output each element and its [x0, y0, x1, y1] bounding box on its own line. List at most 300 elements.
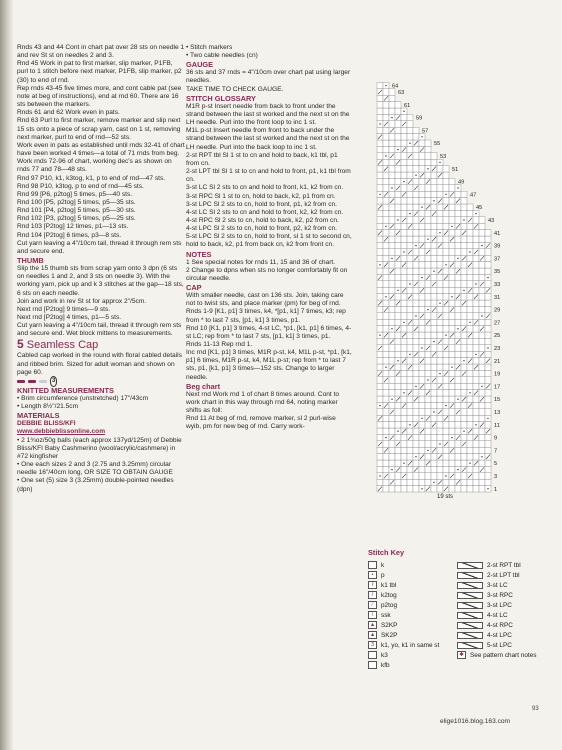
chart-cell [473, 217, 479, 223]
chart-cell [467, 268, 473, 274]
chart-cell [383, 422, 389, 428]
chart-cell [377, 153, 383, 159]
stitch-key-item [457, 590, 538, 600]
chart-cell [437, 274, 443, 280]
chart-row-label: 45 [476, 205, 483, 212]
chart-cell [467, 396, 473, 402]
stitch-key-item [368, 560, 449, 570]
chart-stitch-mark [409, 143, 410, 144]
measurement-item: • Brim circumference (unstretched) 17"/43cm [17, 394, 149, 402]
chart-row-label: 47 [470, 192, 477, 199]
chart-cell [401, 140, 407, 146]
chart-cell [467, 454, 473, 460]
chart-cell [449, 185, 455, 191]
chart-cell [467, 204, 473, 210]
chart-cell [407, 262, 413, 268]
chart-cell [389, 306, 395, 312]
chart-cell [425, 383, 431, 389]
stitch-symbol-icon: / [368, 591, 377, 599]
instruction-text: Work even in pats as established until rnds 32-41 of chart have been worked 4 times—a total of 71 rnds from beg. [17, 141, 185, 158]
brand-link[interactable]: www.debbieblissonline.com [17, 428, 106, 436]
chart-cell [419, 447, 425, 453]
chart-cell [449, 415, 455, 421]
chart-cell [389, 287, 395, 293]
chart-stitch-mark [433, 341, 434, 342]
chart-cell [437, 466, 443, 472]
chart-cell [407, 345, 413, 351]
chart-cell [485, 306, 491, 312]
chart-cell [401, 185, 407, 191]
chart-stitch-mark [421, 347, 422, 348]
chart-cell [455, 441, 461, 447]
stitch-symbol-icon: ℓ [368, 581, 377, 589]
measurement-item: • Length 8½"/21.5cm [17, 403, 79, 411]
chart-cell [383, 198, 389, 204]
chart-cell [395, 281, 401, 287]
chart-stitch-mark [409, 283, 410, 284]
chart-cell [395, 415, 401, 421]
chart-cell [449, 358, 455, 364]
chart-cell [377, 358, 383, 364]
chart-cell [389, 422, 395, 428]
chart-cell [437, 358, 443, 364]
stitch-key-label: k1, yo, k1 in same st [381, 641, 440, 649]
chart-cell [389, 146, 395, 152]
glossary-entry: 2-st RPT tbl Sl 1 st to cn and hold to back, k1 tbl, p1 from cn. [186, 151, 338, 167]
chart-cell [395, 313, 401, 319]
chart-cell [425, 217, 431, 223]
chart-cell [377, 198, 383, 204]
chart-cell [383, 114, 389, 120]
chart-cell [455, 460, 461, 466]
chart-cell [431, 255, 437, 261]
chart-cell [479, 332, 485, 338]
chart-stitch-mark [475, 283, 476, 284]
chart-cell [425, 159, 431, 165]
chart-stitch-mark [415, 245, 416, 246]
glossary-entry: 5-st LPC Sl 2 sts to cn, hold to front, sl 1 st to second cn, hold to back, k2, p1 from back cn, k2 from front cn. [186, 233, 352, 249]
chart-cell [485, 390, 491, 396]
chart-cell [425, 300, 431, 306]
chart-cell [413, 153, 419, 159]
chart-cell [467, 313, 473, 319]
chart-cell [431, 223, 437, 229]
chart-stitch-mark [421, 136, 422, 137]
chart-cell [443, 185, 449, 191]
chart-stitch-mark [391, 399, 392, 400]
chart-cell [389, 191, 395, 197]
chart-cell [425, 313, 431, 319]
chart-cell [443, 383, 449, 389]
chart-cell [479, 262, 485, 268]
chart-stitch-mark [487, 347, 488, 348]
chart-cell [437, 319, 443, 325]
chart-stitch-mark [421, 277, 422, 278]
chart-cell [425, 434, 431, 440]
chart-cell [407, 217, 413, 223]
chart-cell [443, 422, 449, 428]
stitch-symbol-icon [368, 651, 377, 659]
chart-cell [473, 479, 479, 485]
material-item: • One set (5) size 3 (3.25mm) double-pointed needles (dpn) [17, 477, 174, 493]
chart-cell [431, 358, 437, 364]
chart-cell [407, 402, 413, 408]
chart-cell [377, 172, 383, 178]
chart-stitch-mark [385, 296, 386, 297]
instruction-text: Rnd 100 [P5, p2tog] 5 times, p5—35 sts. [17, 198, 136, 206]
chart-cell [467, 294, 473, 300]
chart-cell [389, 108, 395, 114]
chart-cell [419, 402, 425, 408]
chart-cell [467, 466, 473, 472]
chart-cell [443, 364, 449, 370]
instruction-text: Rnds 1-9 [K1, p1] 3 times, k4, *[p1, k1] 7 times, k3; rep from * to last 7 sts, [p1, k1] 3 times, p1. [186, 308, 346, 324]
chart-cell [413, 268, 419, 274]
chart-cell [449, 409, 455, 415]
chart-row-label: 31 [494, 294, 501, 301]
chart-cell [473, 370, 479, 376]
chart-cell [467, 486, 473, 492]
chart-cell [431, 300, 437, 306]
chart-cell [389, 319, 395, 325]
chart-cell [413, 204, 419, 210]
chart-cell [431, 460, 437, 466]
chart-stitch-mark [403, 251, 404, 252]
chart-cell [389, 383, 395, 389]
chart-cell [455, 370, 461, 376]
stitch-symbol-icon [457, 562, 483, 569]
chart-cell [461, 338, 467, 344]
chart-cell [395, 108, 401, 114]
chart-cell [407, 274, 413, 280]
chart-cell [419, 364, 425, 370]
chart-stitch-mark [409, 424, 410, 425]
chart-cell [401, 230, 407, 236]
chart-cell [449, 486, 455, 492]
chart-cell [473, 396, 479, 402]
chart-cell [419, 236, 425, 242]
chart-cell [455, 447, 461, 453]
chart-cell [443, 466, 449, 472]
instruction-text: Inc rnd [K1, p1] 3 times, M1R p-st, k4, M1L p-st, *p1, [k1, p1] 6 times, M1R p-st, k4, M1L p-st; rep from * to last 7 sts, p1, [k1, p1] 3 times—152 sts. Change to larger needle. [186, 349, 352, 381]
chart-cell [413, 364, 419, 370]
chart-cell [485, 377, 491, 383]
chart-cell [419, 210, 425, 216]
chart-cell [413, 300, 419, 306]
chart-stitch-mark [445, 335, 446, 336]
stitch-key-item [368, 580, 449, 590]
chart-cell [467, 415, 473, 421]
chart-cell [413, 127, 419, 133]
chart-cell [377, 319, 383, 325]
chart-cell [407, 377, 413, 383]
chart-cell [389, 351, 395, 357]
chart-cell [425, 364, 431, 370]
glossary-entry: 4-st LPC Sl 2 sts to cn, hold to front, p2, k2 from cn. [186, 225, 337, 233]
chart-cell [485, 473, 491, 479]
chart-cell [407, 198, 413, 204]
chart-cell [401, 434, 407, 440]
chart-stitch-mark [433, 271, 434, 272]
chart-stitch-mark [469, 463, 470, 464]
chart-cell [461, 383, 467, 389]
chart-cell [449, 217, 455, 223]
chart-cell [377, 396, 383, 402]
chart-cell [479, 428, 485, 434]
instruction-text: Next rnd [P2tog] 9 times—9 sts. [17, 305, 111, 313]
chart-cell [401, 377, 407, 383]
chart-cell [461, 274, 467, 280]
chart-cell [407, 268, 413, 274]
chart-stitch-mark [481, 315, 482, 316]
chart-cell [437, 364, 443, 370]
subheading-beg-chart: Beg chart [186, 381, 221, 391]
chart-stitch-mark [433, 200, 434, 201]
chart-cell [449, 287, 455, 293]
chart-cell [377, 281, 383, 287]
glossary-entry: 3-st LC Sl 2 sts to cn and hold to front, k1, k2 from cn. [186, 184, 344, 192]
chart-cell [485, 409, 491, 415]
chart-stitch-mark [445, 194, 446, 195]
chart-cell [407, 121, 413, 127]
chart-cell [479, 473, 485, 479]
chart-cell [377, 146, 383, 152]
chart-cell [437, 326, 443, 332]
chart-cell [485, 230, 491, 236]
chart-cell [461, 262, 467, 268]
chart-cell [389, 140, 395, 146]
chart-cell [455, 332, 461, 338]
chart-cell [437, 249, 443, 255]
chart-cell [395, 306, 401, 312]
stitch-key-label: 3-st RPC [487, 591, 513, 599]
chart-cell [455, 415, 461, 421]
chart-cell [413, 447, 419, 453]
chart-cell [485, 338, 491, 344]
chart-cell [485, 294, 491, 300]
chart-row-label: 11 [494, 422, 500, 429]
chart-cell [389, 281, 395, 287]
chart-row-label: 3 [494, 474, 498, 480]
chart-cell [485, 268, 491, 274]
chart-cell [443, 281, 449, 287]
chart-stitch-mark [475, 424, 476, 425]
chart-stitch-mark [427, 239, 428, 240]
chart-stitch-mark [403, 181, 404, 182]
chart-cell [461, 319, 467, 325]
chart-cell [485, 236, 491, 242]
chart-cell [389, 102, 395, 108]
chart-row-label: 61 [404, 102, 411, 109]
chart-cell [461, 473, 467, 479]
chart-cell [395, 223, 401, 229]
chart-cell [443, 409, 449, 415]
chart-cell [479, 274, 485, 280]
chart-cell [419, 294, 425, 300]
chart-stitch-mark [385, 155, 386, 156]
chart-cell [383, 345, 389, 351]
chart-stitch-mark [445, 264, 446, 265]
stitch-key-label: k [381, 561, 385, 569]
chart-cell [383, 460, 389, 466]
chart-cell [383, 454, 389, 460]
chart-cell [413, 428, 419, 434]
chart-cell [461, 313, 467, 319]
chart-cell [443, 178, 449, 184]
chart-stitch-mark [421, 488, 422, 489]
chart-cell [461, 249, 467, 255]
chart-cell [425, 262, 431, 268]
chart-cell [419, 390, 425, 396]
chart-cell [455, 236, 461, 242]
stitch-key-item [368, 640, 449, 650]
stitch-symbol-icon: ✱ [457, 651, 466, 659]
middle-column [186, 44, 352, 432]
chart-cell [419, 479, 425, 485]
chart-cell [473, 262, 479, 268]
chart-cell [401, 338, 407, 344]
chart-cell [377, 185, 383, 191]
chart-cell [443, 242, 449, 248]
chart-cell [401, 351, 407, 357]
stitch-key-grid [368, 560, 538, 670]
chart-cell [425, 428, 431, 434]
chart-row-label: 27 [494, 320, 501, 327]
chart-stitch-mark [451, 226, 452, 227]
chart-stitch-mark [421, 207, 422, 208]
chart-cell [455, 217, 461, 223]
chart-row-label: 23 [494, 346, 501, 352]
chart-cell [479, 338, 485, 344]
chart-stitch-mark [463, 360, 464, 361]
chart-cell [389, 166, 395, 172]
chart-cell [431, 178, 437, 184]
chart-cell [479, 306, 485, 312]
stitch-key-label: k1 tbl [381, 581, 397, 589]
chart-cell [437, 281, 443, 287]
chart-cell [383, 313, 389, 319]
instruction-text: Rep rnds 43-45 five times more, and cont cable pat (see note at beg of instructions), end at rnd 60. There are 16 sts between the markers. [17, 84, 182, 109]
chart-cell [395, 121, 401, 127]
chart-cell [413, 306, 419, 312]
chart-row-label: 19 [494, 371, 501, 378]
chart-cell [437, 166, 443, 172]
chart-cell [413, 236, 419, 242]
chart-cell [449, 198, 455, 204]
chart-row-label: 15 [494, 397, 501, 404]
chart-cell [473, 306, 479, 312]
chart-cell [419, 351, 425, 357]
chart-row-label: 1 [494, 486, 498, 493]
chart-cell [437, 428, 443, 434]
chart-cell [461, 198, 467, 204]
chart-cell [407, 114, 413, 120]
chart-stitch-mark [415, 456, 416, 457]
stitch-key-item [457, 560, 538, 570]
chart-cell [407, 255, 413, 261]
chart-cell [419, 223, 425, 229]
stitch-key-item [457, 640, 538, 650]
chart-cell [437, 460, 443, 466]
chart-cell [383, 210, 389, 216]
stitch-key-label: ssk [381, 611, 391, 619]
chart-cell [479, 345, 485, 351]
chart-cell [479, 287, 485, 293]
chart-cell [449, 268, 455, 274]
chart-row-label: 63 [398, 90, 405, 96]
chart-cell [455, 351, 461, 357]
chart-cell [401, 159, 407, 165]
chart-stitch-mark [481, 386, 482, 387]
chart-cell [413, 198, 419, 204]
chart-cell [455, 249, 461, 255]
chart-cell [425, 441, 431, 447]
chart-cell [467, 364, 473, 370]
chart-cell [413, 230, 419, 236]
chart-cell [425, 396, 431, 402]
chart-cell [443, 166, 449, 172]
chart-cell [377, 255, 383, 261]
chart-cell [431, 153, 437, 159]
chart-cell [467, 255, 473, 261]
chart-stitch-mark [409, 213, 410, 214]
chart-cell [443, 313, 449, 319]
chart-row-label: 55 [434, 141, 441, 148]
chart-cell [431, 396, 437, 402]
chart-stitch-mark [457, 469, 458, 470]
chart-row-label: 29 [494, 307, 501, 314]
chart-cell [473, 230, 479, 236]
chart-stitch-mark [463, 290, 464, 291]
chart-row-label: 9 [494, 435, 498, 442]
chart-cell [419, 230, 425, 236]
chart-cell [413, 479, 419, 485]
chart-cell [449, 178, 455, 184]
chart-cell [401, 274, 407, 280]
section-heading-glossary: STITCH GLOSSARY [186, 93, 256, 103]
chart-cell [407, 172, 413, 178]
chart-cell [407, 242, 413, 248]
chart-cell [377, 447, 383, 453]
instruction-text: Rnd 97 P10, k1, k3tog, k1, p to end of rnd—47 sts. [17, 174, 166, 182]
chart-cell [473, 486, 479, 492]
chart-cell [395, 390, 401, 396]
chart-cell [461, 223, 467, 229]
chart-cell [449, 351, 455, 357]
chart-cell [479, 370, 485, 376]
chart-cell [437, 396, 443, 402]
chart-cell [431, 402, 437, 408]
chart-cell [401, 281, 407, 287]
stitch-key-label: k2tog [381, 591, 397, 599]
stitch-key-item [368, 590, 449, 600]
chart-cell [479, 300, 485, 306]
chart-stitch-mark [403, 463, 404, 464]
chart-cell [383, 326, 389, 332]
stitch-key-item [457, 610, 538, 620]
chart-cell [479, 447, 485, 453]
instruction-text: Rnd 102 [P3, p2tog] 5 times, p5—25 sts. [17, 215, 136, 223]
chart-cell [383, 396, 389, 402]
chart-cell [383, 479, 389, 485]
brand-name: DEBBIE BLISS/KFI [17, 420, 76, 428]
chart-cell [449, 345, 455, 351]
chart-cell [461, 268, 467, 274]
chart-cell [413, 134, 419, 140]
chart-cell [383, 300, 389, 306]
chart-stitch-mark [391, 117, 392, 118]
section-heading-cap: CAP [186, 283, 202, 293]
